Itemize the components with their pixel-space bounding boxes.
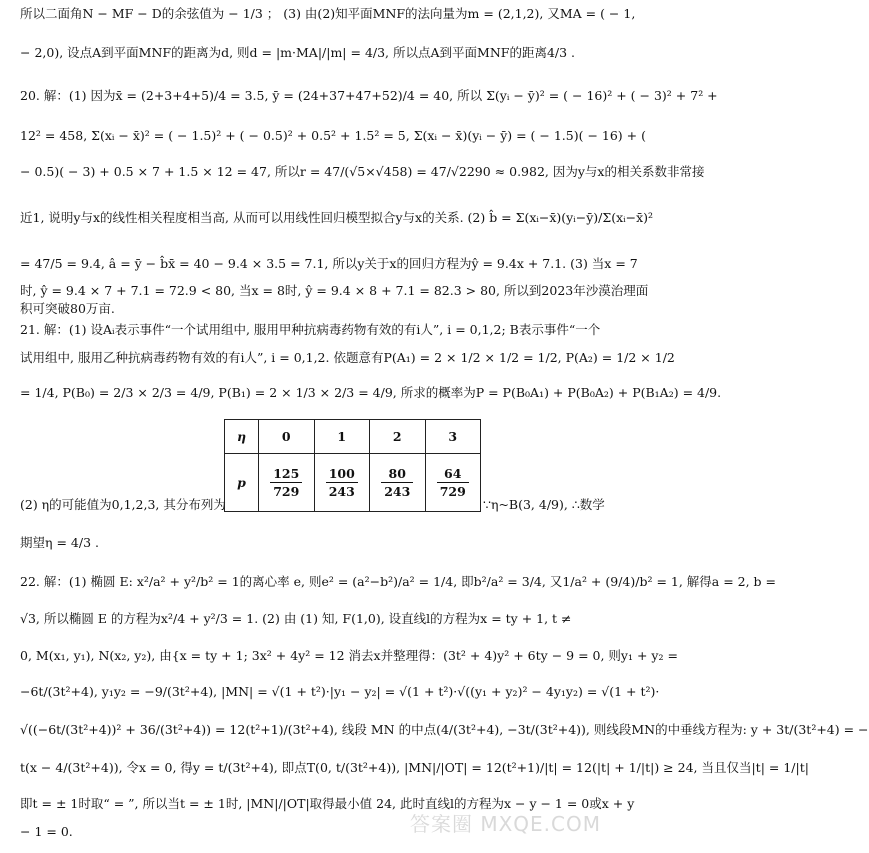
text-line: 12² = 458, Σ(xᵢ − x̄)² = ( − 1.5)² + ( − 0.5)² + 0.5² + 1.5² = 5, Σ(xᵢ − x̄)(yᵢ − ȳ) = ( − 1.5)( − 16) + ( bbox=[20, 128, 646, 143]
table-cell: η bbox=[225, 420, 259, 454]
fraction-denominator: 729 bbox=[273, 484, 300, 499]
watermark-logo: 答案圈 MXQE.COM bbox=[409, 812, 601, 836]
table-cell: p bbox=[225, 454, 259, 512]
text-line: = 47/5 = 9.4, â = ȳ − b̂x̄ = 40 − 9.4 × 3.5 = 7.1, 所以y关于x的回归方程为ŷ = 9.4x + 7.1. (3) 当x = 7 bbox=[20, 256, 638, 271]
text-line: 试用组中, 服用乙种抗病毒药物有效的有i人”, i = 0,1,2. 依题意有P(A₁) = 2 × 1/2 × 1/2 = 1/2, P(A₂) = 1/2 × 1/2 bbox=[20, 350, 675, 365]
table-row bbox=[225, 420, 481, 454]
table-cell: 1 bbox=[314, 420, 370, 454]
distribution-table bbox=[224, 419, 481, 512]
fraction bbox=[270, 465, 302, 500]
text-line: √((−6t/(3t²+4))² + 36/(3t²+4)) = 12(t²+1)/(3t²+4), 线段 MN 的中点(4/(3t²+4), −3t/(3t²+4)), 则线段MN的中垂线方程为: y + 3t/(3t²+4) = − bbox=[20, 722, 869, 737]
text-line: √3, 所以椭圆 E 的方程为x²/4 + y²/3 = 1. (2) 由 (1) 知, F(1,0), 设直线l的方程为x = ty + 1, t ≠ bbox=[20, 611, 572, 626]
text-line: 近1, 说明y与x的线性相关程度相当高, 从而可以用线性回归模型拟合y与x的关系. (2) b̂ = Σ(xᵢ−x̄)(yᵢ−ȳ)/Σ(xᵢ−x̄)² bbox=[20, 210, 654, 225]
text-line: 0, M(x₁, y₁), N(x₂, y₂), 由{x = ty + 1; 3x² + 4y² = 12 消去x并整理得：(3t² + 4)y² + 6ty − 9 = 0, 则y₁ + y₂ = bbox=[20, 648, 678, 663]
text-line: 20. 解：(1) 因为x̄ = (2+3+4+5)/4 = 3.5, ȳ = (24+37+47+52)/4 = 40, 所以 Σ(yᵢ − ȳ)² = ( − 16)² + ( − 3)² + 7² + bbox=[20, 88, 718, 103]
text-line: 21. 解：(1) 设Aᵢ表示事件“一个试用组中, 服用甲种抗病毒药物有效的有i人”, i = 0,1,2; B表示事件“一个 bbox=[20, 322, 601, 337]
fraction bbox=[437, 465, 469, 500]
table-cell bbox=[425, 454, 481, 512]
table-cell: 3 bbox=[425, 420, 481, 454]
text-line: − 1 = 0. bbox=[20, 824, 73, 839]
fraction-numerator: 125 bbox=[270, 465, 302, 483]
fraction-numerator: 100 bbox=[326, 465, 358, 483]
text-line: t(x − 4/(3t²+4)), 令x = 0, 得y = t/(3t²+4), 即点T(0, t/(3t²+4)), |MN|/|OT| = 12(t²+1)/|t| = 12(|t| + 1/|t|) ≥ 24, 当且仅当|t| = 1/|t| bbox=[20, 760, 809, 775]
table-row bbox=[225, 454, 481, 512]
fraction-numerator: 80 bbox=[381, 465, 413, 483]
text-line: 即t = ± 1时取“ = ”, 所以当t = ± 1时, |MN|/|OT|取得最小值 24, 此时直线l的方程为x − y − 1 = 0或x + y bbox=[20, 796, 635, 811]
text-line: 积可突破80万亩. bbox=[20, 301, 115, 316]
distribution-conclusion: ∵η~B(3, 4/9), ∴数学 bbox=[483, 497, 605, 512]
distribution-intro: (2) η的可能值为0,1,2,3, 其分布列为 bbox=[20, 497, 226, 512]
table-cell: 0 bbox=[259, 420, 315, 454]
text-line: 时, ŷ = 9.4 × 7 + 7.1 = 72.9 < 80, 当x = 8时, ŷ = 9.4 × 8 + 7.1 = 82.3 > 80, 所以到2023年沙漠治理面 bbox=[20, 283, 649, 298]
table-cell bbox=[370, 454, 426, 512]
expectation-line: 期望η = 4/3 . bbox=[20, 535, 99, 550]
fraction-denominator: 243 bbox=[384, 484, 411, 499]
table-cell bbox=[314, 454, 370, 512]
fraction-denominator: 243 bbox=[328, 484, 355, 499]
table-cell: 2 bbox=[370, 420, 426, 454]
text-line: 22. 解：(1) 椭圆 E: x²/a² + y²/b² = 1的离心率 e, 则e² = (a²−b²)/a² = 1/4, 即b²/a² = 3/4, 又1/a² + (9/4)/b² = 1, 解得a = 2, b = bbox=[20, 574, 777, 589]
fraction bbox=[381, 465, 413, 500]
text-line: − 0.5)( − 3) + 0.5 × 7 + 1.5 × 12 = 47, 所以r = 47/(√5×√458) = 47/√2290 ≈ 0.982, 因为y与x的相关系数非常接 bbox=[20, 164, 705, 179]
table-cell bbox=[259, 454, 315, 512]
text-line: −6t/(3t²+4), y₁y₂ = −9/(3t²+4), |MN| = √(1 + t²)·|y₁ − y₂| = √(1 + t²)·√((y₁ + y₂)² − 4y₁y₂) = √(1 + t²)· bbox=[20, 684, 660, 699]
text-line: − 2,0), 设点A到平面MNF的距离为d, 则d = |m·MA|/|m| = 4/3, 所以点A到平面MNF的距离4/3 . bbox=[20, 45, 576, 60]
fraction bbox=[326, 465, 358, 500]
fraction-denominator: 729 bbox=[439, 484, 466, 499]
fraction-numerator: 64 bbox=[437, 465, 469, 483]
text-line: 所以二面角N − MF − D的余弦值为 − 1/3 ； (3) 由(2)知平面MNF的法向量为m = (2,1,2), 又MA = ( − 1, bbox=[20, 6, 636, 21]
text-line: = 1/4, P(B₀) = 2/3 × 2/3 = 4/9, P(B₁) = 2 × 1/3 × 2/3 = 4/9, 所求的概率为P = P(B₀A₁) + P(B₀A₂) + P(B₁A₂) = 4/9. bbox=[20, 385, 722, 400]
